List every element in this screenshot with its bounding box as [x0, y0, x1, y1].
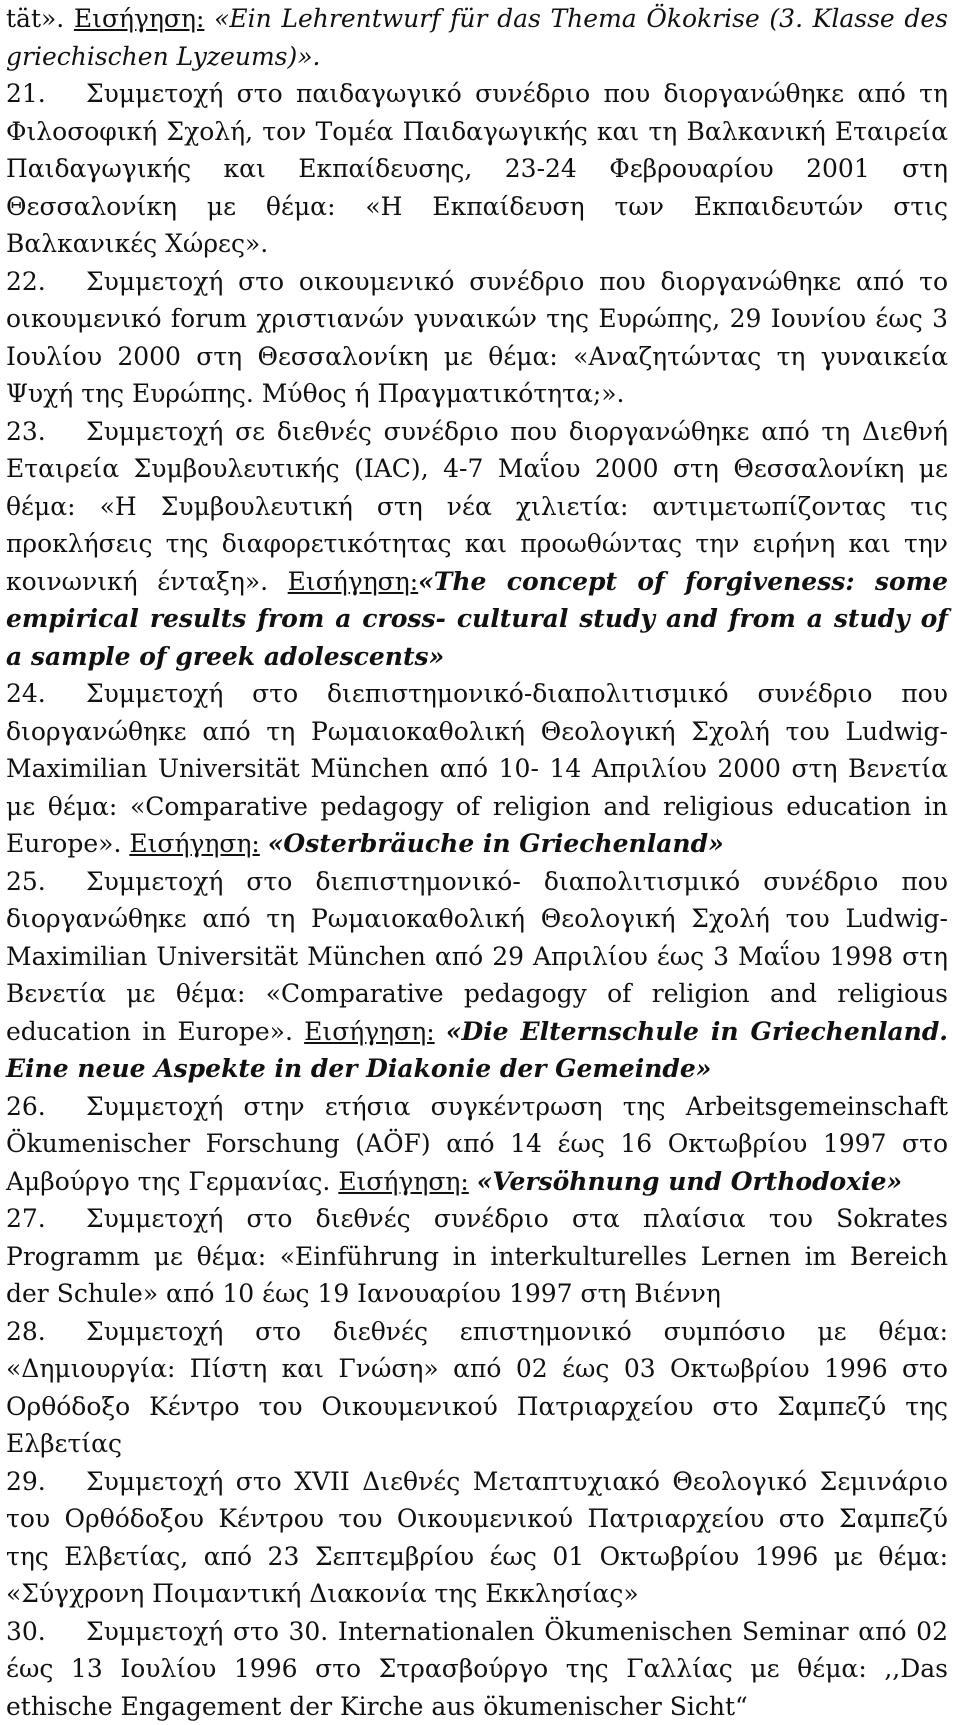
entry-number: 24.: [6, 675, 86, 713]
presentation-title: «Die Elternschule in Griechenland. Eine neue Aspekte in der Diakonie der Gemeinde»: [6, 1017, 948, 1084]
entry-text: Συμμετοχή στο διεπιστημονικό-διαπολιτισμικό συνέδριο που διοργανώθηκε από τη Ρωμαιοκαθολική Θεολογική Σχολή του Ludwig- Maximilian Universität München από 10- 14 Απριλίου 2000 στη Βενετία με θέμα: «Comparative pedagogy of religion and religious education in Europe».: [6, 679, 948, 858]
entry-text: Συμμετοχή στο παιδαγωγικό συνέδριο που διοργανώθηκε από τη Φιλοσοφική Σχολή, τον Τομέα Παιδαγωγικής και τη Βαλκανική Εταιρεία Παιδαγωγικής και Εκπαίδευσης, 23-24 Φεβρουαρίου 2001 στη Θεσσαλονίκη με θέμα: «Η Εκπαίδευση των Εκπαιδευτών στις Βαλκανικές Χώρες».: [6, 79, 948, 258]
presentation-link[interactable]: Εισήγηση:: [74, 4, 204, 33]
entry-number: 22.: [6, 263, 86, 301]
entry-number: 21.: [6, 75, 86, 113]
presentation-title: «Versöhnung und Orthodoxie»: [477, 1167, 902, 1196]
entry-number: 30.: [6, 1613, 86, 1651]
entry-number: 28.: [6, 1313, 86, 1351]
entry-number: 27.: [6, 1200, 86, 1238]
presentation-link[interactable]: Εισήγηση:: [304, 1017, 434, 1046]
presentation-link[interactable]: Εισήγηση:: [288, 567, 418, 596]
list-item: [6, 675, 948, 863]
entry-number: 25.: [6, 863, 86, 901]
presentation-title: «Ein Lehrentwurf für das Thema Ökokrise (3. Klasse des griechischen Lyzeums)».: [6, 4, 948, 71]
intro-lead: tät».: [6, 4, 64, 33]
presentation-title: «Osterbräuche in Griechenland»: [268, 829, 724, 858]
list-item: [6, 413, 948, 676]
list-item: [6, 1463, 948, 1613]
entry-number: 29.: [6, 1463, 86, 1501]
list-item: [6, 263, 948, 413]
entry-text: Συμμετοχή στο XVII Διεθνές Μεταπτυχιακό Θεολογικό Σεμινάριο του Ορθόδοξου Κέντρου του Οικουμενικού Πατριαρχείου στο Σαμπεζύ της Ελβετίας, από 23 Σεπτεμβρίου έως 01 Οκτωβρίου 1996 με θέμα: «Σύγχρονη Ποιμαντική Διακονία της Εκκλησίας»: [6, 1467, 948, 1609]
entry-text: Συμμετοχή στο διεθνές επιστημονικό συμπόσιο με θέμα: «Δημιουργία: Πίστη και Γνώση» από 02 έως 03 Οκτωβρίου 1996 στο Ορθόδοξο Κέντρο του Οικουμενικού Πατριαρχείου στο Σαμπεζύ της Ελβετίας: [6, 1317, 948, 1459]
list-item: [6, 863, 948, 1088]
entry-text: Συμμετοχή στο 30. Internationalen Ökumenischen Seminar από 02 έως 13 Ιουλίου 1996 στο Στρασβούργο της Γαλλίας με θέμα: ,,Das ethische Engagement der Kirche aus ökumenischer Sicht“: [6, 1617, 948, 1721]
entry-text: Συμμετοχή στην ετήσια συγκέντρωση της Arbeitsgemeinschaft Ökumenischer Forschung (AÖF) από 14 έως 16 Οκτωβρίου 1997 στο Αμβούργο της Γερμανίας.: [6, 1092, 948, 1196]
presentation-link[interactable]: Εισήγηση:: [338, 1167, 468, 1196]
entry-number: 26.: [6, 1088, 86, 1126]
list-item: [6, 1313, 948, 1463]
list-item: [6, 75, 948, 263]
presentation-title: «The concept of forgiveness: some empirical results from a cross- cultural study and from a study of a sample of greek adolescents»: [6, 567, 948, 671]
list-item: [6, 1088, 948, 1201]
entry-number: 23.: [6, 413, 86, 451]
entry-text: Συμμετοχή στο οικουμενικό συνέδριο που διοργανώθηκε από το οικουμενικό forum χριστιανών γυναικών της Ευρώπης, 29 Ιουνίου έως 3 Ιουλίου 2000 στη Θεσσαλονίκη με θέμα: «Αναζητώντας τη γυναικεία Ψυχή της Ευρώπης. Μύθος ή Πραγματικότητα;».: [6, 267, 948, 409]
presentation-link[interactable]: Εισήγηση:: [129, 829, 259, 858]
intro-entry: [6, 0, 948, 75]
list-item: [6, 1200, 948, 1313]
entry-text: Συμμετοχή σε διεθνές συνέδριο που διοργανώθηκε από τη Διεθνή Εταιρεία Συμβουλευτικής (IAC), 4-7 Μαΐου 2000 στη Θεσσαλονίκη με θέμα: «Η Συμβουλευτική στη νέα χιλιετία: αντιμετωπίζοντας τις προκλήσεις της διαφορετικότητας και προωθώντας την ειρήνη και την κοινωνική ένταξη».: [6, 417, 948, 596]
list-item: [6, 1613, 948, 1725]
entry-text: Συμμετοχή στο διεπιστημονικό- διαπολιτισμικό συνέδριο που διοργανώθηκε από τη Ρωμαιοκαθολική Θεολογική Σχολή του Ludwig- Maximilian Universität München από 29 Απριλίου έως 3 Μαΐου 1998 στη Βενετία με θέμα: «Comparative pedagogy of religion and religious education in Europe».: [6, 867, 948, 1046]
entry-text: Συμμετοχή στο διεθνές συνέδριο στα πλαίσια του Sokrates Programm με θέμα: «Einführung in interkulturelles Lernen im Bereich der Schule» από 10 έως 19 Ιανουαρίου 1997 στη Βιέννη: [6, 1204, 948, 1308]
